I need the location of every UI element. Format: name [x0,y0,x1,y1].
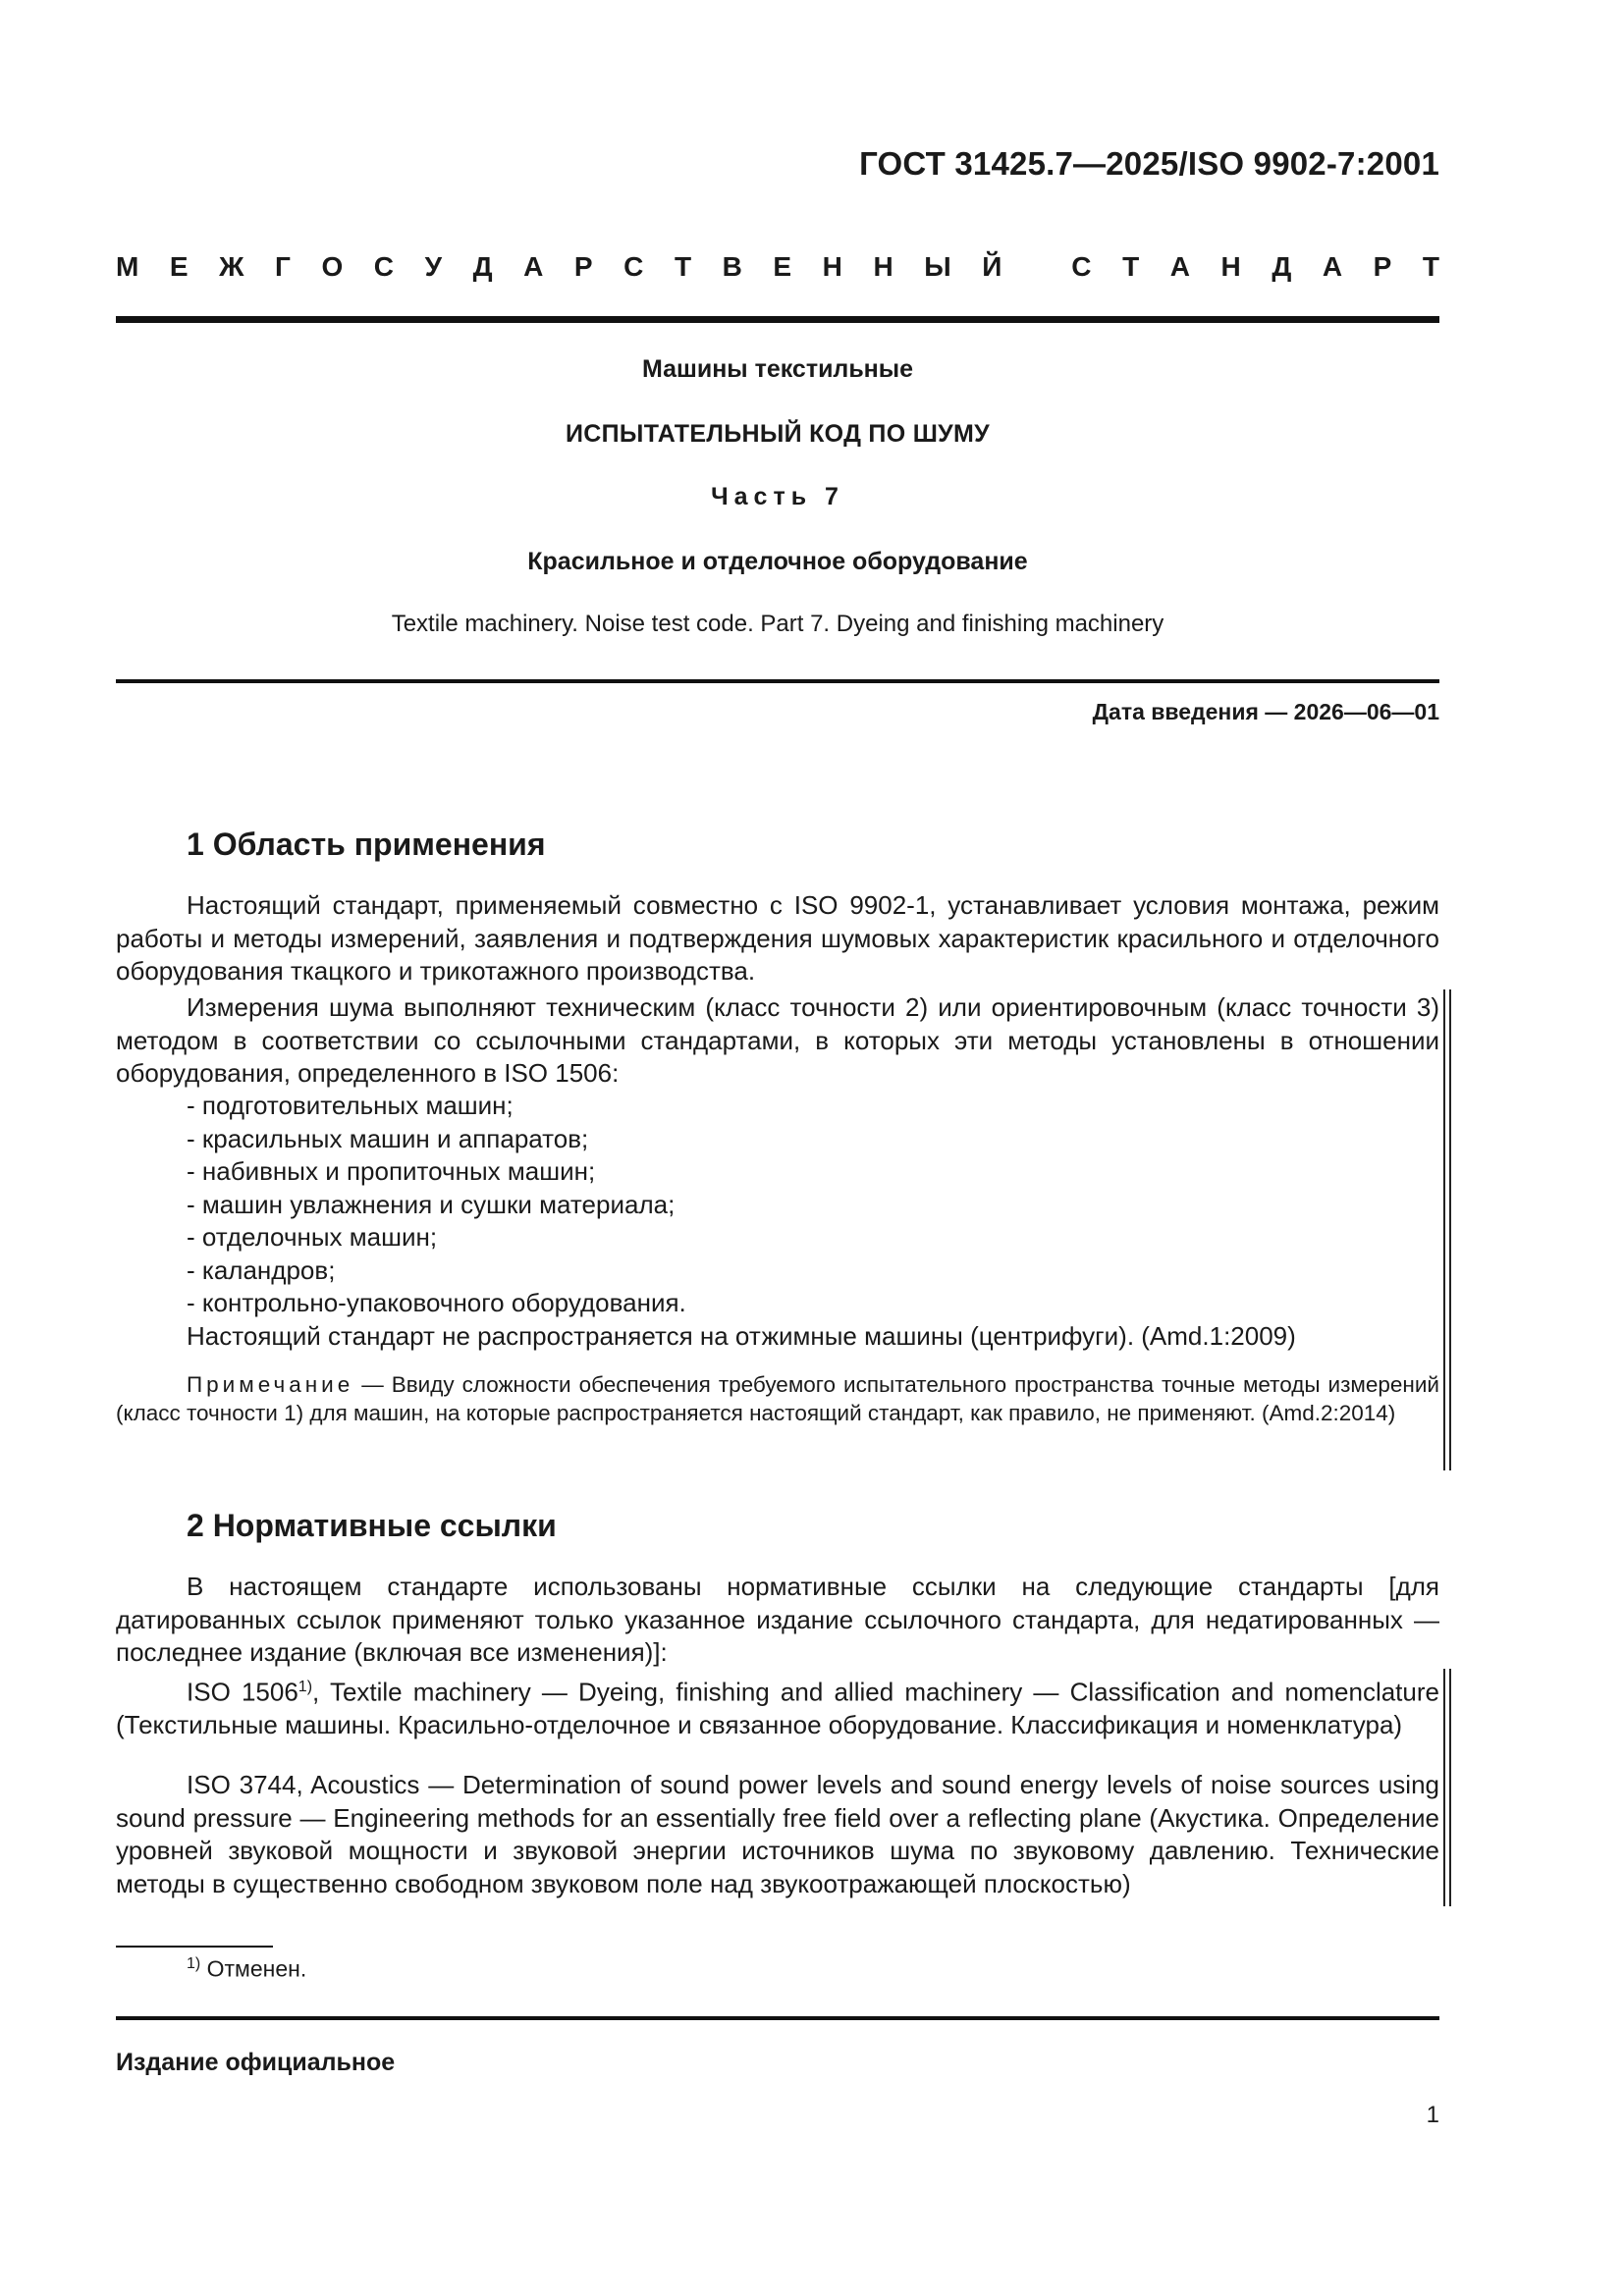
banner-letter: В [722,251,742,282]
banner-letter: Н [822,251,842,282]
banner-letter: Й [982,251,1002,282]
reference-code: ISO 1506 [187,1677,298,1707]
footnote [187,1955,306,1983]
banner-letter: Р [573,251,593,282]
reference-iso-1506 [116,1671,1439,1742]
section-2-paragraph-1: В настоящем стандарте использованы нормативные ссылки на следующие стандарты [для датированных ссылок применяют только указанное издание ссылочного стандарта, для недатированных — последнее издание (включая все изменения)]: [116,1572,1439,1667]
page-number: 1 [1426,2102,1439,2128]
list-item: - подготовительных машин; [187,1090,686,1123]
banner-letter: Д [1272,251,1292,282]
banner-letter: Н [1220,251,1241,282]
banner-letter: Н [873,251,893,282]
note-text: — Ввиду сложности обеспечения требуемого испытательного пространства точные методы измерений (класс точности 1) для машин, на которые распространяется настоящий стандарт, как правило, не применяют. (Amd.2:2014) [116,1372,1439,1425]
header-rule [116,316,1439,323]
banner-letter: Т [1422,251,1439,282]
introduction-date: Дата введения — 2026—06—01 [1092,699,1439,724]
list-item: - контрольно-упаковочного оборудования. [187,1287,686,1320]
title-rule [116,679,1439,683]
footer-rule [116,2016,1439,2020]
banner-letter: М [116,251,139,282]
title-line-4: Красильное и отделочное оборудование [527,548,1028,575]
list-item: - отделочных машин; [187,1221,686,1255]
standard-designation: ГОСТ 31425.7—2025/ISO 9902-7:2001 [859,145,1439,182]
footnote-mark: 1) [187,1955,201,1972]
section-1-paragraph-1: Настоящий стандарт, применяемый совместно с ISO 9902-1, устанавливает условия монтажа, режим работы и методы измерений, заявления и подтверждения шумовых характеристик красильного и отделочного оборудования ткацкого и трикотажного производства. [116,890,1439,986]
banner-letter: А [523,251,544,282]
footnote-rule [116,1946,273,1948]
equipment-list [187,1090,686,1320]
banner-letter: Ы [924,251,951,282]
banner-letter: Т [1122,251,1140,282]
banner-letter: У [424,251,443,282]
list-item: - каландров; [187,1255,686,1288]
footnote-text: Отменен. [200,1955,307,1982]
banner-letter: Е [773,251,792,282]
banner-letter: С [623,251,644,282]
banner-letter: Е [169,251,189,282]
interstate-standard-banner [116,251,1439,283]
list-item: - набивных и пропиточных машин; [187,1155,686,1189]
banner-gap [1033,251,1041,283]
change-bar [1443,1669,1445,1906]
banner-letter: С [373,251,395,282]
banner-letter: Р [1373,251,1392,282]
banner-letter: С [1071,251,1092,282]
reference-iso-3744: ISO 3744, Acoustics — Determination of sound power levels and sound energy levels of noise sources using sound pressure — Engineering methods for an essentially free field over a reflecting plane (Акустика. Определение уровней звуковой мощности и звуковой энергии источников шума по звуковому давлению. Технические методы в существенно свободном звуковом поле над звукоотражающей плоскостью) [116,1770,1439,1898]
reference-text: , Textile machinery — Dyeing, finishing and allied machinery — Classification and nomenclature (Текстильные машины. Красильно-отделочное и связанное оборудование. Классификация и номенклатура) [116,1677,1439,1740]
section-1-paragraph-3: Настоящий стандарт не распространяется на отжимные машины (центрифуги). (Amd.1:2009) [187,1321,1296,1351]
banner-letter: Т [674,251,692,282]
banner-letter: О [321,251,344,282]
title-line-1: Машины текстильные [641,355,914,383]
footnote-marker: 1) [298,1679,313,1695]
section-1-heading: 1 Область применения [187,827,546,862]
title-line-2: ИСПЫТАТЕЛЬНЫЙ КОД ПО ШУМУ [566,420,990,448]
note-label: Примечание [187,1372,354,1397]
list-item: - машин увлажнения и сушки материала; [187,1189,686,1222]
section-1-paragraph-2: Измерения шума выполняют техническим (класс точности 2) или ориентировочным (класс точности 3) методом в соответствии со ссылочными стандартами, в которых эти методы установлены в отношении оборудования, определенного в ISO 1506: [116,992,1439,1088]
official-edition-label: Издание официальное [116,2049,396,2076]
banner-letter: А [1322,251,1343,282]
banner-letter: Г [275,251,291,282]
note [116,1370,1439,1427]
banner-letter: Д [472,251,493,282]
banner-letter: Ж [219,251,244,282]
banner-letter: А [1169,251,1190,282]
section-2-heading: 2 Нормативные ссылки [187,1508,557,1543]
change-bar [1449,1669,1451,1906]
list-item: - красильных машин и аппаратов; [187,1123,686,1156]
title-english: Textile machinery. Noise test code. Part 7. Dyeing and finishing machinery [391,611,1164,637]
title-part: Часть 7 [711,483,844,510]
change-bar [1443,989,1445,1470]
change-bar [1449,989,1451,1470]
